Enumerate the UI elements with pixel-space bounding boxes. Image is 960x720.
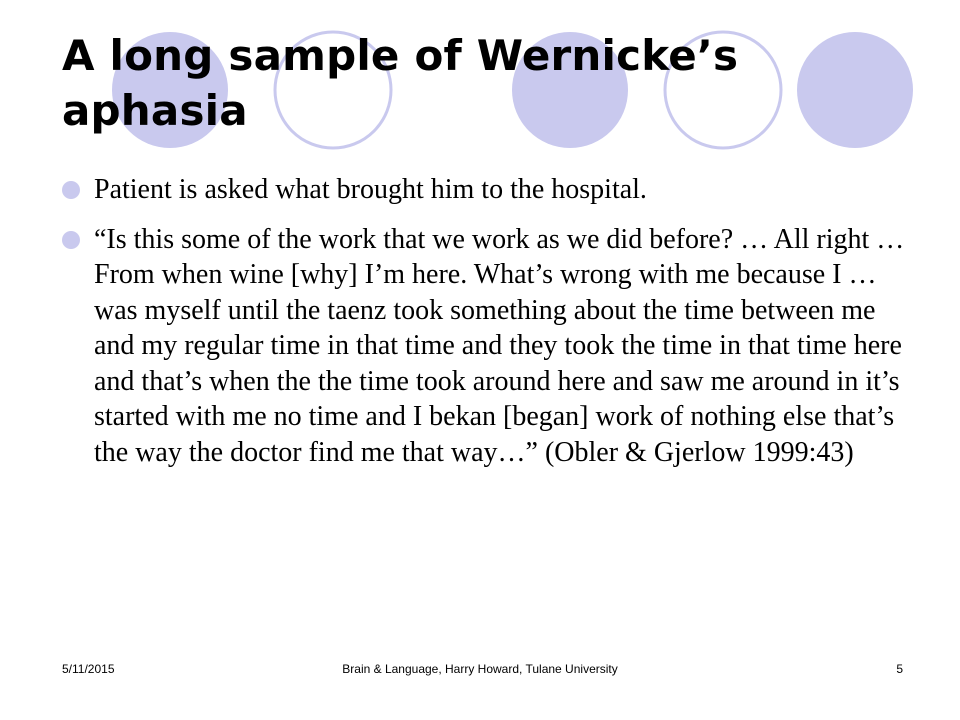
bullet-item — [62, 222, 922, 471]
bullet-dot-icon — [62, 231, 80, 249]
bullet-item — [62, 172, 922, 208]
footer-credit: Brain & Language, Harry Howard, Tulane University — [342, 662, 618, 676]
bullet-list — [62, 172, 922, 484]
slide-title: A long sample of Wernicke’s aphasia — [62, 31, 739, 135]
footer-date: 5/11/2015 — [62, 662, 115, 676]
bullet-text: “Is this some of the work that we work as we did before? … All right … From when wine [why] I’m here. What’s wrong with me because I … was myself until the taenz took something about the time between me and my regular time in that time and they took the time in that time here and that’s when the the time took around here and saw me around in it’s started with me no time and I bekan [began] work of nothing else that’s the way the doctor find me that way…” (Obler & Gjerlow 1999:43) — [94, 223, 905, 468]
footer-page-number: 5 — [896, 662, 903, 676]
bullet-text: Patient is asked what brought him to the hospital. — [94, 174, 647, 205]
bullet-dot-icon — [62, 181, 80, 199]
